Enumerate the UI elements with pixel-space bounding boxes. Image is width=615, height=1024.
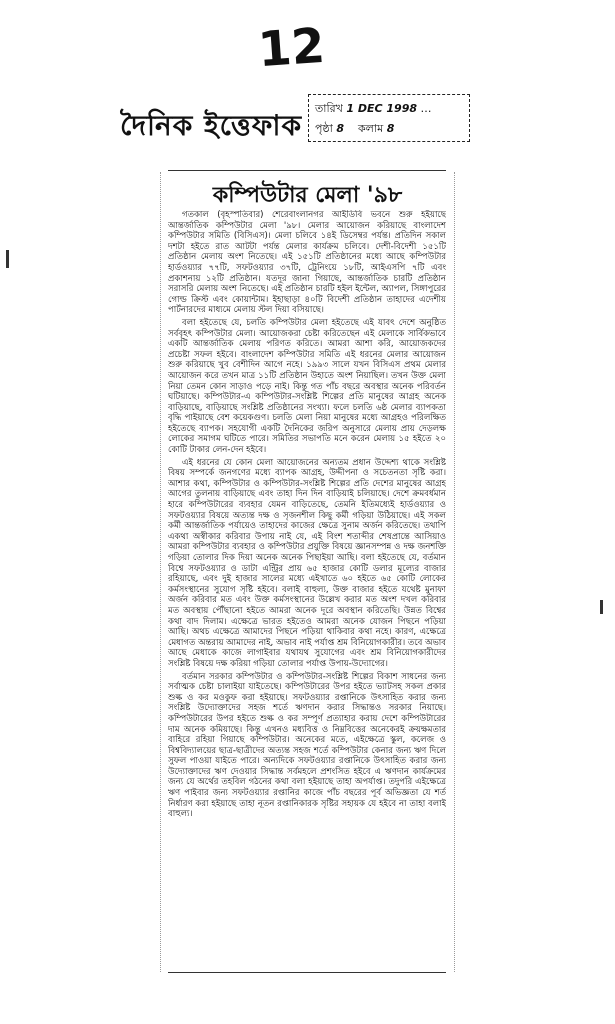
- stamp-column-label: কলাম: [357, 122, 384, 135]
- stamp-page-row: [315, 119, 463, 139]
- stamp-page-label: পৃষ্ঠা: [315, 122, 333, 135]
- article-body: [168, 210, 446, 970]
- newspaper-masthead: দৈনিক ইত্তেফাক: [120, 109, 303, 142]
- article-paragraph-2: বলা হইতেছে যে, চলতি কম্পিউটার মেলা হইতেছে এই যাবৎ দেশে অনুষ্ঠিত সর্ববৃহৎ কম্পিউটার মেলা। আয়োজকরা চেষ্টা করিতেছেন এই মেলাকে সার্বিকভাবে একটি আন্তর্জাতিক মেলায় পরিণত করিতে। আমরা আশা করি, আয়োজকদের প্রচেষ্টা সফল হইবে। বাংলাদেশ কম্পিউটার সমিতি এই ধরনের মেলার আয়োজন শুরু করিয়াছে খুব বেশীদিন আগে নহে। ১৯৯৩ সালে যখন বিসিএস প্রথম মেলার আয়োজন করে তখন মাত্র ১১টি প্রতিষ্ঠান উহাতে অংশ নিয়াছিল। তখন উক্ত মেলা নিয়া তেমন কোন সাড়াও পড়ে নাই। কিন্তু গত পাঁচ বছরে অবস্থার অনেক পরিবর্তন ঘটিয়াছে। কম্পিউটার-এ কম্পিউটার-সংশ্লিষ্ট শিল্পের প্রতি মানুষের আগ্রহ অনেক বাড়িয়াছে, বাড়িয়াছে সংশ্লিষ্ট প্রতিষ্ঠানের সংখ্যা। ফলে চলতি ৬ষ্ঠ মেলার ব্যাপকতা বৃদ্ধি পাইয়াছে বেশ কয়েকগুণ। চলতি মেলা নিয়া মানুষের মধ্যে আগ্রহও পরিলক্ষিত হইতেছে ব্যাপক। সহযোগী একটি দৈনিকের জরিপ অনুসারে মেলায় প্রায় দেড়লক্ষ লোকের সমাগম ঘটিতে পারে। সমিতির সভাপতি মনে করেন মেলায় ১৫ হইতে ২০ কোটি টাকার লেন-দেন হইবে।: [168, 317, 446, 456]
- stamp-date-row: [315, 99, 463, 119]
- stamp-column-value: 8: [386, 122, 395, 135]
- stamp-date-label: তারিখ: [315, 102, 343, 115]
- scan-edge-mark: [6, 250, 9, 268]
- scan-edge-mark: [600, 600, 603, 614]
- article-headline: কম্পিউটার মেলা '৯৮: [212, 183, 403, 208]
- page-number: 12: [256, 17, 327, 79]
- article-paragraph-4: বর্তমান সরকার কম্পিউটার ও কম্পিউটার-সংশ্লিষ্ট শিল্পের বিকাশ সাধনের জন্য সর্বাত্মক চেষ্টা চালাইয়া যাইতেছে। কম্পিউটারের উপর হইতে ভ্যাটসহ সকল প্রকার শুল্ক ও কর মওকুফ করা হইয়াছে। সফটওয়্যার রপ্তানিকে উৎসাহিত করার জন্য সংশ্লিষ্ট উদ্যোক্তাদের সহজ শর্তে ঋণদান করার সিদ্ধান্তও সরকার নিয়াছে। কম্পিউটারের উপর হইতে শুল্ক ও কর সম্পূর্ণ প্রত্যাহার করায় দেশে কম্পিউটারের দাম অনেক কমিয়াছে। কিন্তু এখনও মধ্যবিত্ত ও নিম্নবিত্তের অনেকেরই ক্রয়ক্ষমতার বাহিরে রহিয়া গিয়াছে কম্পিউটার। অনেকের মতে, এইক্ষেত্রে স্কুল, কলেজ ও বিশ্ববিদ্যালয়ের ছাত্র-ছাত্রীদের অত্যন্ত সহজ শর্তে কম্পিউটার কেনার জন্য ঋণ দিলে সুফল পাওয়া যাইতে পারে। অন্যদিকে সফটওয়্যার রপ্তানিকে উৎসাহিত করার জন্য উদ্যোক্তাদের ঋণ দেওয়ার সিদ্ধান্ত সর্বমহলে প্রশংসিত হইবে এ ঋণদান কার্যক্রমের জন্য যে অর্থের তহবিল গঠনের কথা বলা হইয়াছে তাহা অপর্যাপ্ত। তদুপরি এইক্ষেত্রে ঋণ পাইবার জন্য সফটওয়্যার রপ্তানির কাজে পাঁচ বছরের পূর্ব অভিজ্ঞতা যে শর্ত নির্ধারণ করা হইয়াছে তাহা নূতন রপ্তানিকারক সৃষ্টির সহায়ক যে হইবে না তাহা বলাই বাহুল্য।: [168, 671, 446, 820]
- stamp-page-value: 8: [336, 122, 344, 135]
- left-column-rule: [160, 172, 161, 972]
- article-paragraph-3: এই ধরনের যে কোন মেলা আয়োজনের অন্যতম প্রধান উদ্দেশ্য থাকে সংশ্লিষ্ট বিষয় সম্পর্কে জনগণের মধ্যে ব্যাপক আগ্রহ, উদ্দীপনা ও সচেতনতা সৃষ্টি করা। আশার কথা, কম্পিউটার ও কম্পিউটার-সংশ্লিষ্ট শিল্পের প্রতি দেশের মানুষের আগ্রহ আগের তুলনায় বাড়িয়াছে এবং তাহা দিন দিন বাড়িয়াই চলিয়াছে। দেশে ক্রমবর্ধমান হারে কম্পিউটারের ব্যবহার যেমন বাড়িতেছে, তেমনি ইতিমধ্যেই হার্ডওয়্যার ও সফটওয়্যার বিষয়ে অত্যন্ত দক্ষ ও সৃজনশীল কিছু কর্মী গড়িয়া উঠিয়াছে। এই সকল কর্মী আন্তর্জাতিক পর্যায়েও তাহাদের কাজের ক্ষেত্রে সুনাম অর্জন করিতেছে। তথাপি একথা অস্বীকার করিবার উপায় নাই যে, এই বিংশ শতাব্দীর শেষপ্রান্তে আসিয়াও আমরা কম্পিউটার ব্যবহার ও কম্পিউটার প্রযুক্তি বিষয়ে জ্ঞানসম্পন্ন ও দক্ষ জনশক্তি গড়িয়া তোলার দিক দিয়া অনেক অনেক পিছাইয়া আছি। বলা হইতেছে যে, বর্তমান বিশ্বে সফটওয়্যার ও ডাটা এন্ট্রির প্রায় ৬৫ হাজার কোটি ডলার মূল্যের বাজার রহিয়াছে, এবং দুই হাজার সালের মধ্যে এইখাতে ৬০ হইতে ৬৫ কোটি লোকের কর্মসংস্থানের সুযোগ সৃষ্টি হইবে। বলাই বাহুল্য, উক্ত বাজার হইতে যথেষ্ট মুনাফা অর্জন করিবার মত এবং উক্ত কর্মসংস্থানের উল্লেখ করার মত অংশ দখল করিবার মত অবস্থায় পৌঁছানো হইতে আমরা অনেক দূরে অবস্থান করিতেছি। উন্নত বিশ্বের কথা বাদ দিলাম। এক্ষেত্রে ভারত হইতেও আমরা অনেক যোজন পিছনে পড়িয়া আছি। অথচ এক্ষেত্রে আমাদের পিছনে পড়িয়া থাকিবার কথা নহে। কারণ, এক্ষেত্রে মেধাগত অন্তরায় আমাদের নাই, অভাব নাই পর্যাপ্ত শ্রম বিনিয়োগকারীর। তবে অভাব আছে মেধাকে কাজে লাগাইবার যথাযথ সুযোগের এবং শ্রম বিনিয়োগকারীদের সংশ্লিষ্ট বিষয়ে দক্ষ করিয়া গড়িয়া তোলার পর্যাপ্ত উপায়-উদ্যোগের।: [168, 457, 446, 669]
- clipping-stamp: [308, 94, 470, 142]
- right-column-rule: [454, 172, 455, 972]
- article-paragraph-1: গতকাল (বৃহস্পতিবার) শেরেবাংলানগর আইডিবি ভবনে শুরু হইয়াছে আন্তর্জাতিক কম্পিউটার মেলা '৯৮। মেলার আয়োজন করিয়াছে বাংলাদেশ কম্পিউটার সমিতি (বিসিএস)। মেলা চলিবে ১৪ই ডিসেম্বর পর্যন্ত। প্রতিদিন সকাল দশটা হইতে রাত আটটা পর্যন্ত মেলার কার্যক্রম চলিবে। দেশী-বিদেশী ১৫১টি প্রতিষ্ঠান মেলায় অংশ নিতেছে। এই ১৫১টি প্রতিষ্ঠানের মধ্যে আছে কম্পিউটার হার্ডওয়্যার ৭৭টি, সফটওয়্যার ৩৭টি, ট্রেনিংয়ে ১৮টি, আইএসপি ৭টি এবং প্রকাশনায় ১২টি প্রতিষ্ঠান। যতদূর জানা গিয়াছে, আন্তর্জাতিক চারটি প্রতিষ্ঠান সরাসরি মেলায় অংশ নিতেছে। এই প্রতিষ্ঠান চারটি হইল ইন্টেল, অ্যাপল, সিঙ্গাপুরের গোল্ড ক্রিস্ট এবং কোয়ান্টাম। ইহাছাড়া ৪০টি বিদেশী প্রতিষ্ঠান তাহাদের এদেশীয় পার্টনারদের মাধ্যমে মেলায় স্টল দিয়া বসিয়াছে।: [168, 210, 446, 316]
- stamp-dots: …: [420, 102, 432, 115]
- stamp-date-value: 1 DEC 1998: [346, 102, 418, 115]
- top-rule: [168, 170, 446, 171]
- bottom-rule: [168, 972, 446, 973]
